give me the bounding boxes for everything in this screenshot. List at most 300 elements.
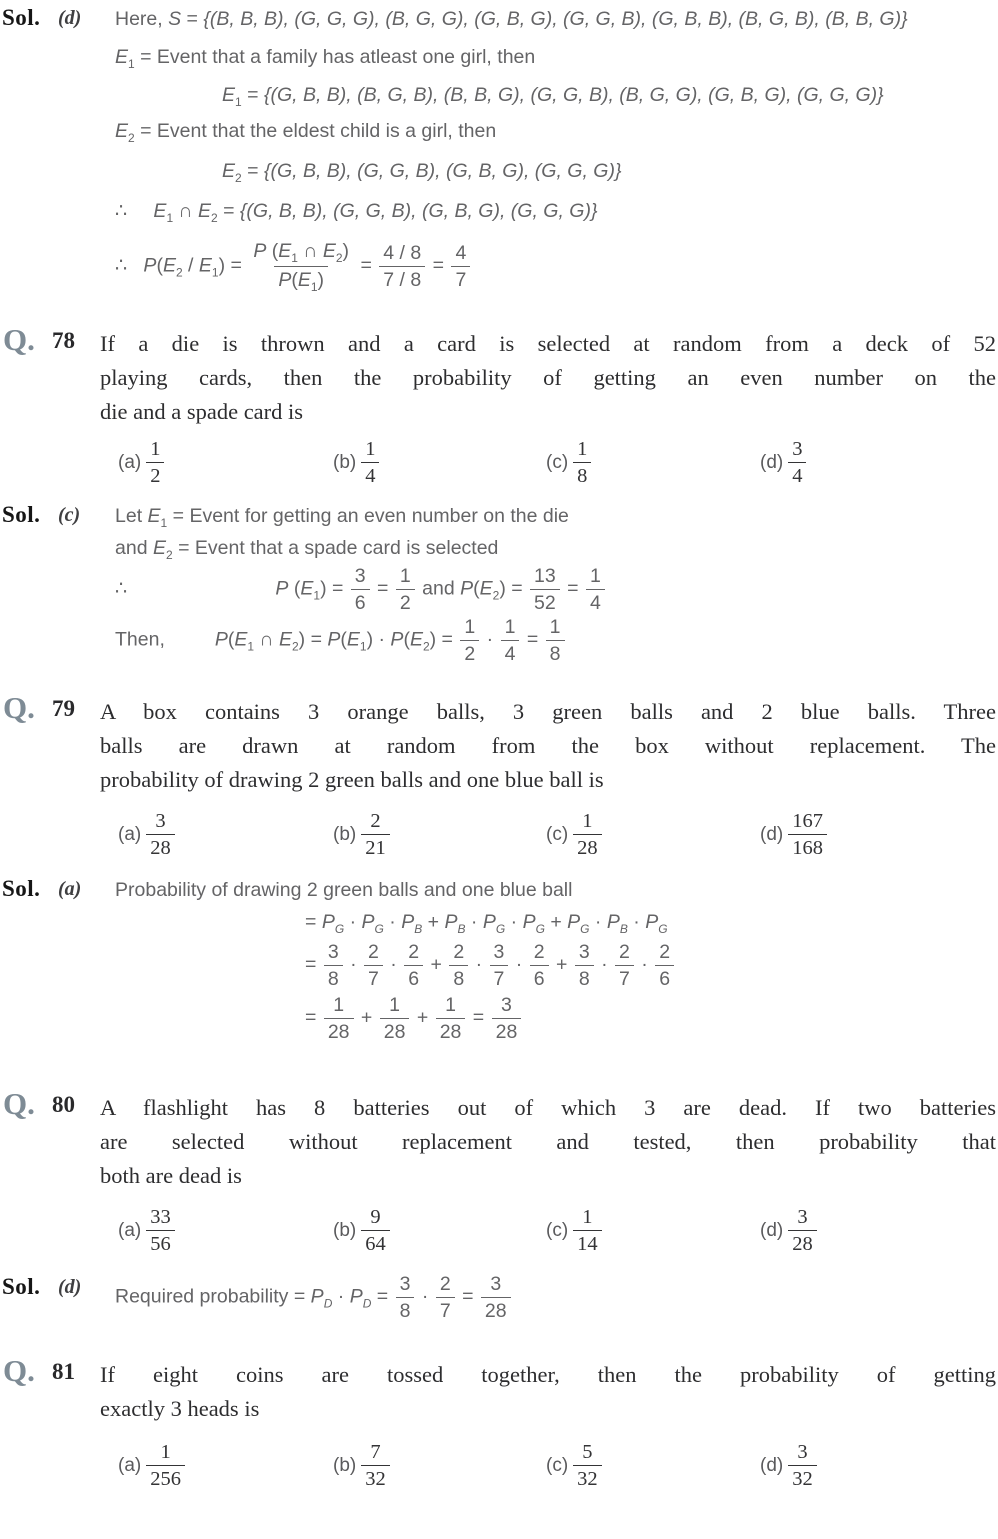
option-c	[546, 803, 604, 867]
fraction-numerator: 1	[389, 993, 401, 1016]
option-d	[760, 431, 808, 495]
math-text: ∴	[115, 200, 128, 222]
math-text: =	[371, 577, 394, 600]
question-79	[0, 689, 998, 797]
math-text: P	[606, 910, 620, 933]
option-a	[118, 1199, 177, 1263]
math-text: =	[456, 1285, 479, 1308]
math-text: ) ·	[366, 628, 391, 651]
fraction-denominator: 28	[146, 834, 175, 859]
fraction-denominator: 32	[788, 1465, 817, 1490]
option-fraction	[361, 438, 379, 487]
math-text: =	[371, 1285, 394, 1308]
fraction-numerator: 2	[619, 940, 630, 963]
fraction	[492, 994, 522, 1043]
subscript: 1	[128, 56, 135, 71]
options-row-80	[0, 1199, 998, 1263]
subscript: D	[323, 1296, 333, 1311]
fraction-denominator: 4	[361, 462, 379, 487]
fraction-numerator: 1	[399, 564, 411, 587]
fraction-denominator: 32	[573, 1465, 602, 1490]
fraction-denominator: 8	[449, 965, 468, 990]
option-label: (a)	[118, 451, 142, 473]
fraction-denominator: 4	[586, 589, 605, 614]
fraction-denominator: 21	[361, 834, 390, 859]
fraction	[530, 941, 549, 990]
math-text: E	[479, 577, 493, 600]
math-text: and	[115, 536, 153, 559]
solution-line	[115, 501, 998, 531]
option-label: (d)	[760, 1219, 784, 1241]
fraction-denominator: 28	[380, 1018, 410, 1043]
fraction-numerator: 1	[577, 438, 588, 461]
fraction-denominator	[274, 266, 328, 293]
solution-line	[115, 116, 998, 146]
math-text: E	[234, 628, 248, 651]
solution-line	[305, 907, 998, 937]
option-fraction	[361, 810, 390, 859]
fraction-numerator: 2	[370, 810, 381, 833]
math-text: Then,	[115, 628, 165, 651]
math-text: ) =	[218, 254, 248, 277]
subscript: 1	[160, 515, 168, 530]
fraction-numerator: 167	[792, 810, 823, 833]
question-number: 81	[52, 1358, 75, 1384]
math-text: ∴	[115, 577, 128, 600]
question-marker: Q.	[3, 1352, 35, 1388]
question-text-line: If eight coins are tossed together, then the probability of getting	[100, 1361, 996, 1387]
option-a	[118, 803, 177, 867]
math-text: {(G, B, B), (G, G, B), (G, B, G), (G, G, G)}	[263, 160, 622, 182]
solution-77	[0, 4, 998, 293]
fraction-numerator: 3	[155, 810, 166, 833]
math-text: =	[427, 254, 450, 277]
solution-line	[305, 994, 998, 1043]
math-text: )	[317, 268, 325, 291]
fraction-numerator	[249, 240, 353, 266]
math-text: ·	[384, 953, 403, 976]
math-text: (	[340, 628, 347, 651]
math-text: ∩	[297, 240, 323, 262]
math-text: E	[152, 536, 166, 559]
fraction	[460, 616, 479, 665]
math-text: ·	[627, 910, 646, 933]
option-a	[118, 431, 166, 495]
fraction	[396, 1273, 415, 1322]
math-text: )	[342, 240, 350, 262]
subscript: 2	[291, 639, 299, 654]
fraction-denominator: 8	[324, 965, 343, 990]
subscript: 2	[175, 265, 183, 280]
option-label: (d)	[760, 451, 784, 473]
math-text: (	[473, 577, 480, 600]
option-c	[546, 431, 593, 495]
math-text: S	[168, 8, 182, 30]
fraction-denominator: 168	[788, 834, 827, 859]
math-text: =	[467, 1006, 490, 1029]
question-text-line: die and a spade card is	[100, 398, 304, 424]
math-text: =	[305, 1006, 322, 1029]
math-text: ·	[383, 910, 402, 933]
math-text: = Event that the eldest child is a girl, then	[134, 120, 497, 142]
question-text-line: are selected without replacement and tested, then probability that	[100, 1128, 996, 1154]
question-marker: Q.	[3, 689, 35, 725]
fraction-denominator: 2	[146, 462, 164, 487]
fraction	[586, 565, 605, 614]
solution-label: Sol.	[2, 5, 41, 30]
math-text: =	[181, 8, 204, 30]
math-text: {(B, B, B), (G, G, G), (B, G, G), (G, B, G), (G, G, B), (G, B, B), (B, G, B), (B, B, G)}	[203, 8, 908, 30]
fraction-denominator: 7	[615, 965, 634, 990]
question-80	[0, 1085, 998, 1193]
question-number: 78	[52, 327, 75, 353]
math-text: E	[297, 268, 311, 291]
fraction-denominator: 52	[530, 589, 560, 614]
math-text: and	[416, 577, 461, 600]
math-text: P	[460, 577, 474, 600]
fraction-numerator: 3	[797, 1206, 808, 1229]
fraction-numerator: 3	[399, 1272, 411, 1295]
solution-79	[0, 875, 998, 1043]
fraction-denominator: 8	[573, 462, 591, 487]
math-text: =	[561, 577, 584, 600]
fraction-denominator: 7	[451, 266, 470, 291]
options-row-78	[0, 431, 998, 495]
question-78	[0, 321, 998, 429]
solution-line	[115, 196, 998, 226]
fraction-numerator: 3	[493, 940, 505, 963]
subscript: 1	[313, 588, 321, 603]
solution-line	[115, 565, 998, 614]
math-text: ·	[465, 910, 483, 933]
math-text: P	[361, 910, 375, 933]
math-text: =	[521, 628, 544, 651]
option-fraction	[788, 810, 827, 859]
fraction-denominator: 7	[490, 965, 509, 990]
fraction-numerator: 1	[582, 1206, 593, 1229]
solution-80	[0, 1273, 998, 1322]
option-d	[760, 1199, 819, 1263]
fraction-denominator: 256	[146, 1465, 185, 1490]
fraction-numerator: 33	[150, 1206, 171, 1229]
fraction-denominator: 8	[546, 640, 565, 665]
fraction-numerator: 2	[453, 940, 465, 963]
math-text: E	[346, 628, 360, 651]
fraction-denominator: 14	[573, 1230, 602, 1255]
fraction-denominator: 6	[351, 589, 370, 614]
math-text: E	[409, 628, 423, 651]
option-label: (a)	[118, 823, 142, 845]
math-text: P	[482, 910, 496, 933]
solution-line	[115, 240, 998, 293]
option-c	[546, 1434, 604, 1498]
math-text: +	[425, 953, 448, 976]
fraction	[575, 941, 594, 990]
subscript: 2	[211, 210, 218, 225]
math-text: (	[291, 268, 298, 291]
solution-label: Sol.	[2, 501, 41, 527]
option-label: (c)	[546, 823, 569, 845]
answer-key: (c)	[58, 503, 81, 526]
math-text: ·	[344, 910, 362, 933]
fraction-denominator: 2	[460, 640, 479, 665]
fraction-numerator: 1	[464, 615, 476, 638]
math-text: ·	[635, 953, 654, 976]
math-text: E	[153, 200, 167, 222]
math-text: +	[544, 910, 568, 933]
subscript: 2	[422, 639, 430, 654]
math-text: ·	[589, 910, 607, 933]
fraction-numerator: 2	[408, 940, 420, 963]
math-text: Let	[115, 504, 148, 527]
solution-line	[115, 4, 998, 34]
fraction-denominator: 7	[436, 1297, 455, 1322]
math-text: E	[300, 577, 314, 600]
math-text: E	[147, 504, 161, 527]
answer-key: (d)	[58, 1275, 82, 1298]
fraction	[351, 565, 370, 614]
math-text: ·	[332, 1285, 350, 1308]
math-text: =	[241, 160, 264, 182]
math-text: P	[349, 1285, 363, 1308]
fraction-denominator: 28	[573, 834, 602, 859]
fraction-numerator: 3	[490, 1272, 502, 1295]
option-fraction	[788, 1441, 817, 1490]
subscript: B	[457, 921, 466, 936]
option-d	[760, 803, 829, 867]
math-text: P	[310, 1285, 324, 1308]
fraction-denominator: 8	[396, 1297, 415, 1322]
math-text: ∴	[115, 254, 128, 277]
solution-78	[0, 501, 998, 665]
option-b	[333, 1199, 392, 1263]
math-text: {(G, B, B), (B, G, B), (B, B, G), (G, G, B), (B, G, G), (G, B, G), (G, G, G)}	[263, 84, 884, 106]
fraction-denominator: 2	[396, 589, 415, 614]
option-label: (d)	[760, 823, 784, 845]
fraction-numerator: 1	[150, 438, 161, 461]
fraction-numerator: 1	[160, 1441, 171, 1464]
math-text: P	[143, 254, 157, 277]
math-text: ·	[510, 953, 528, 976]
fraction-denominator: 6	[655, 965, 674, 990]
question-marker: Q.	[3, 321, 35, 357]
fraction-numerator: 1	[333, 993, 345, 1016]
question-81	[0, 1352, 998, 1426]
question-marker: Q.	[3, 1085, 35, 1121]
fraction	[436, 1273, 455, 1322]
subscript: G	[374, 921, 384, 936]
math-text: E	[115, 120, 129, 142]
fraction-numerator: 3	[501, 993, 512, 1016]
option-fraction	[146, 1206, 175, 1255]
fraction-numerator: 3	[792, 438, 803, 461]
options-row-81	[0, 1434, 998, 1498]
math-text: ·	[416, 1285, 434, 1308]
math-text: E	[222, 160, 236, 182]
fraction	[615, 941, 634, 990]
fraction-numerator: 4	[455, 241, 467, 264]
math-text: /	[182, 254, 199, 277]
fraction-numerator: 4 / 8	[383, 241, 422, 264]
fraction	[379, 242, 425, 291]
math-text: ) =	[298, 628, 328, 651]
fraction-numerator: 1	[589, 564, 601, 587]
math-text: P	[401, 910, 415, 933]
fraction	[451, 242, 470, 291]
fraction	[249, 240, 353, 293]
math-text: (	[266, 240, 279, 262]
fraction	[324, 994, 354, 1043]
fraction-denominator: 8	[575, 965, 594, 990]
fraction	[396, 565, 415, 614]
fraction-numerator: 1	[445, 993, 456, 1016]
option-fraction	[788, 438, 806, 487]
fraction	[380, 994, 410, 1043]
solution-line	[115, 1273, 998, 1322]
option-label: (c)	[546, 451, 569, 473]
math-text: Probability of drawing 2 green balls and one blue ball	[115, 878, 573, 901]
fraction	[436, 994, 466, 1043]
fraction	[404, 941, 423, 990]
solution-label: Sol.	[2, 875, 41, 901]
option-c	[546, 1199, 604, 1263]
option-fraction	[573, 1441, 602, 1490]
option-label: (c)	[546, 1454, 569, 1476]
math-text: ∩	[254, 628, 279, 651]
solution-line	[115, 616, 998, 665]
math-text: P	[321, 910, 335, 933]
solution-line	[115, 875, 998, 905]
option-label: (b)	[333, 1219, 357, 1241]
question-text-line: A box contains 3 orange balls, 3 green balls and 2 blue balls. Three	[100, 698, 996, 724]
fraction-numerator: 1	[549, 615, 561, 638]
option-fraction	[573, 1206, 602, 1255]
solution-line	[115, 533, 998, 563]
math-text: =	[305, 953, 322, 976]
fraction	[546, 616, 565, 665]
subscript: 1	[359, 639, 367, 654]
option-fraction	[361, 1206, 390, 1255]
math-text: =	[305, 910, 322, 933]
math-text: E	[278, 240, 292, 262]
solution-label: Sol.	[2, 1273, 41, 1299]
subscript: 2	[165, 547, 173, 562]
math-text: P	[567, 910, 581, 933]
fraction-denominator: 4	[788, 462, 806, 487]
subscript: 1	[310, 279, 318, 294]
question-text-line: playing cards, then the probability of getting an even number on the	[100, 364, 996, 390]
question-number: 80	[52, 1091, 75, 1117]
math-text: E	[115, 46, 129, 68]
math-text: = Event that a family has atleast one girl, then	[134, 46, 536, 68]
fraction	[530, 565, 560, 614]
fraction-denominator: 7 / 8	[379, 266, 425, 291]
option-fraction	[573, 438, 591, 487]
fraction	[501, 616, 520, 665]
fraction-denominator: 28	[492, 1018, 522, 1043]
subscript: 2	[492, 588, 500, 603]
fraction-numerator: 2	[659, 940, 671, 963]
math-text: P	[278, 268, 292, 291]
math-text: ·	[505, 910, 523, 933]
math-text: P	[444, 910, 458, 933]
option-fraction	[146, 1441, 185, 1490]
math-text: P	[522, 910, 536, 933]
option-b	[333, 1434, 392, 1498]
question-text-line: If a die is thrown and a card is selected at random from a deck of 52	[100, 330, 996, 356]
subscript: G	[495, 921, 506, 936]
math-text: Required probability =	[115, 1285, 311, 1308]
subscript: 2	[335, 250, 343, 265]
option-label: (a)	[118, 1219, 142, 1241]
option-fraction	[146, 810, 175, 859]
question-number: 79	[52, 695, 75, 721]
option-label: (b)	[333, 1454, 357, 1476]
fraction	[481, 1273, 511, 1322]
math-text: =	[217, 200, 240, 222]
option-a	[118, 1434, 187, 1498]
answer-key: (d)	[58, 7, 82, 29]
fraction-numerator: 7	[370, 1441, 381, 1464]
fraction-denominator: 28	[324, 1018, 354, 1043]
fraction-numerator: 3	[327, 940, 339, 963]
math-text: = Event that a spade card is selected	[172, 536, 499, 559]
fraction-numerator: 9	[370, 1206, 381, 1229]
math-text: E	[278, 628, 292, 651]
fraction-numerator: 13	[534, 564, 556, 587]
option-fraction	[573, 810, 602, 859]
math-text: = Event for getting an even number on the die	[167, 504, 569, 527]
fraction	[655, 941, 674, 990]
question-text-line: A flashlight has 8 batteries out of which 3 are dead. If two batteries	[100, 1094, 996, 1120]
math-text: {(G, B, B), (G, G, B), (G, B, G), (G, G, G)}	[239, 200, 598, 222]
fraction-numerator: 3	[354, 564, 366, 587]
subscript: 1	[235, 94, 242, 109]
solution-line	[222, 80, 998, 110]
math-text: ·	[344, 953, 363, 976]
math-text: (	[156, 254, 163, 277]
option-label: (c)	[546, 1219, 569, 1241]
option-d	[760, 1434, 819, 1498]
subscript: 1	[247, 639, 255, 654]
fraction-numerator: 2	[533, 940, 545, 963]
question-text-line: exactly 3 heads is	[100, 1395, 260, 1421]
fraction-denominator: 4	[501, 640, 520, 665]
option-fraction	[788, 1206, 817, 1255]
subscript: 1	[166, 210, 174, 225]
subscript: B	[619, 921, 628, 936]
fraction-denominator: 28	[481, 1297, 511, 1322]
math-text: =	[355, 254, 378, 277]
math-text: =	[241, 84, 264, 106]
math-text: ·	[470, 953, 488, 976]
question-text-line: probability of drawing 2 green balls and one blue ball is	[100, 766, 604, 792]
option-label: (a)	[118, 1454, 142, 1476]
fraction-denominator: 28	[788, 1230, 817, 1255]
option-label: (b)	[333, 451, 357, 473]
fraction-numerator: 1	[582, 810, 593, 833]
math-text: P	[275, 577, 289, 600]
math-text: Here,	[115, 8, 169, 30]
subscript: B	[414, 921, 423, 936]
fraction	[364, 941, 383, 990]
fraction	[324, 941, 343, 990]
subscript: 1	[291, 250, 298, 265]
math-text: P	[327, 628, 341, 651]
subscript: G	[580, 921, 590, 936]
math-text: E	[222, 84, 236, 106]
fraction-denominator: 56	[146, 1230, 175, 1255]
